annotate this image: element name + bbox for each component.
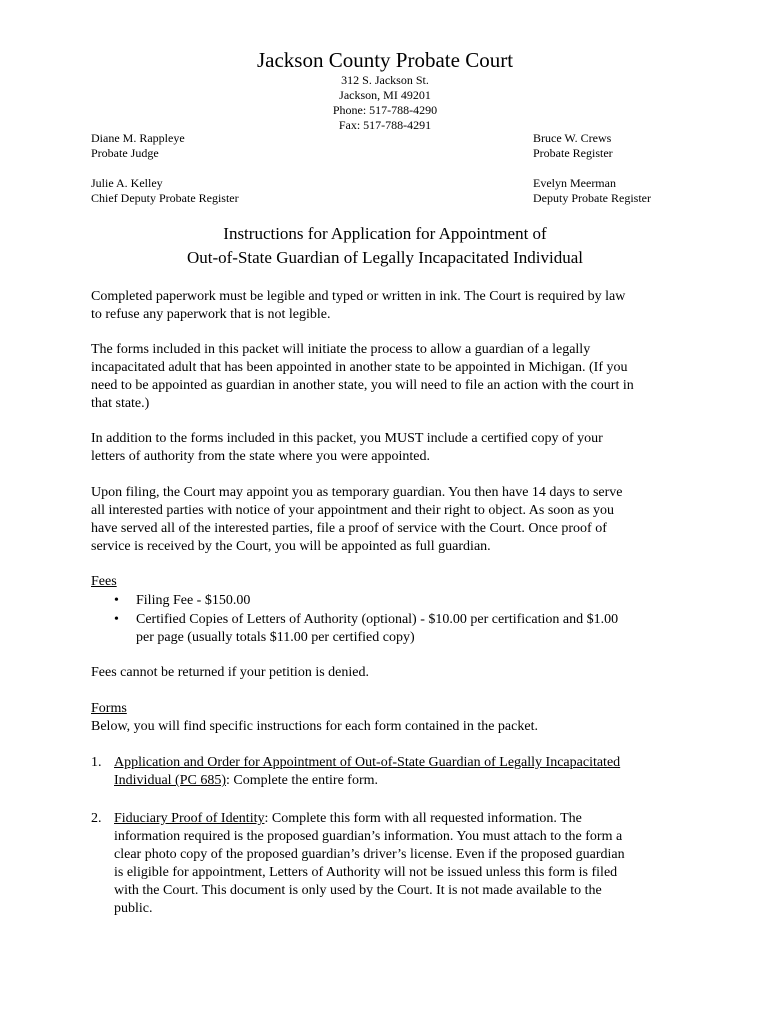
paragraph-line: have served all of the interested parties, file a proof of service with the Court. Once proof of [91,521,607,536]
official-name: Diane M. Rappleye [91,131,185,145]
fee-line: Certified Copies of Letters of Authority (optional) - $10.00 per certification and $1.00 [136,612,619,627]
official-register [533,131,613,161]
document-title-line2: Out-of-State Guardian of Legally Incapacitated Individual [186,248,584,267]
fee-item-filing [136,592,696,610]
form-instruction: : Complete this form with all requested information. The [264,811,582,826]
official-name: Julie A. Kelley [91,176,163,190]
fee-item-certified-copies [136,611,696,647]
official-name: Evelyn Meerman [533,176,616,190]
paragraph-line: The forms included in this packet will initiate the process to allow a guardian of a legally [91,342,591,357]
official-chief-deputy [91,176,239,206]
official-name: Bruce W. Crews [533,131,612,145]
paragraph-forms-packet [91,341,691,413]
fee-line: per page (usually totals $11.00 per certified copy) [136,630,415,645]
paragraph-line: to refuse any paperwork that is not legible. [91,307,331,322]
fees-note: Fees cannot be returned if your petition is denied. [91,665,369,680]
court-city: Jackson, MI 49201 [339,88,431,102]
paragraph-line: all interested parties with notice of your appointment and their right to object. As soon as you [91,503,614,518]
court-fax: Fax: 517-788-4291 [338,118,432,132]
court-phone: Phone: 517-788-4290 [332,103,438,117]
paragraph-line: incapacitated adult that has been appointed in another state to be appointed in Michigan. (If you [91,360,628,375]
paragraph-line: service is received by the Court, you will be appointed as full guardian. [91,539,491,554]
form-item-application [114,754,694,790]
official-title: Chief Deputy Probate Register [91,191,239,205]
fee-line: Filing Fee - $150.00 [136,593,251,608]
paragraph-filing [91,484,691,556]
paragraph-legible [91,288,691,324]
paragraph-line: that state.) [91,396,150,411]
forms-heading: Forms [91,701,127,716]
official-deputy-register [533,176,651,206]
form-instruction: : Complete the entire form. [226,773,379,788]
form-instruction-line: public. [114,901,153,916]
list-number: 2. [91,811,102,826]
form-instruction-line: with the Court. This document is only used by the Court. It is not made available to the [114,883,602,898]
paragraph-line: need to be appointed as guardian in another state, you will need to file an action with the court in [91,378,634,393]
form-title-link: Individual (PC 685) [114,773,226,788]
court-street: 312 S. Jackson St. [341,73,429,87]
forms-intro: Below, you will find specific instructions for each form contained in the packet. [91,719,538,734]
form-title-link: Fiduciary Proof of Identity [114,811,265,826]
form-title-link: Application and Order for Appointment of Out-of-State Guardian of Legally Incapacitated [114,755,621,770]
paragraph-line: In addition to the forms included in this packet, you MUST include a certified copy of your [91,431,603,446]
form-instruction-line: information required is the proposed guardian’s information. You must attach to the form a [114,829,623,844]
paragraph-line: letters of authority from the state where you were appointed. [91,449,430,464]
paragraph-certified-copy [91,430,691,466]
form-item-proof-of-identity [114,810,694,918]
bullet-icon: • [114,612,119,627]
form-instruction-line: is eligible for appointment, Letters of Authority will not be issued unless this form is filed [114,865,618,880]
form-instruction-line: clear photo copy of the proposed guardian’s driver’s license. Even if the proposed guardian [114,847,625,862]
document-title-line1: Instructions for Application for Appointment of [223,224,547,243]
official-judge [91,131,185,161]
fees-heading: Fees [91,574,117,589]
official-title: Probate Register [533,146,613,160]
official-title: Probate Judge [91,146,159,160]
paragraph-line: Upon filing, the Court may appoint you as temporary guardian. You then have 14 days to serve [91,485,623,500]
court-name: Jackson County Probate Court [256,48,514,72]
paragraph-line: Completed paperwork must be legible and typed or written in ink. The Court is required by law [91,289,626,304]
list-number: 1. [91,755,102,770]
bullet-icon: • [114,593,119,608]
official-title: Deputy Probate Register [533,191,651,205]
